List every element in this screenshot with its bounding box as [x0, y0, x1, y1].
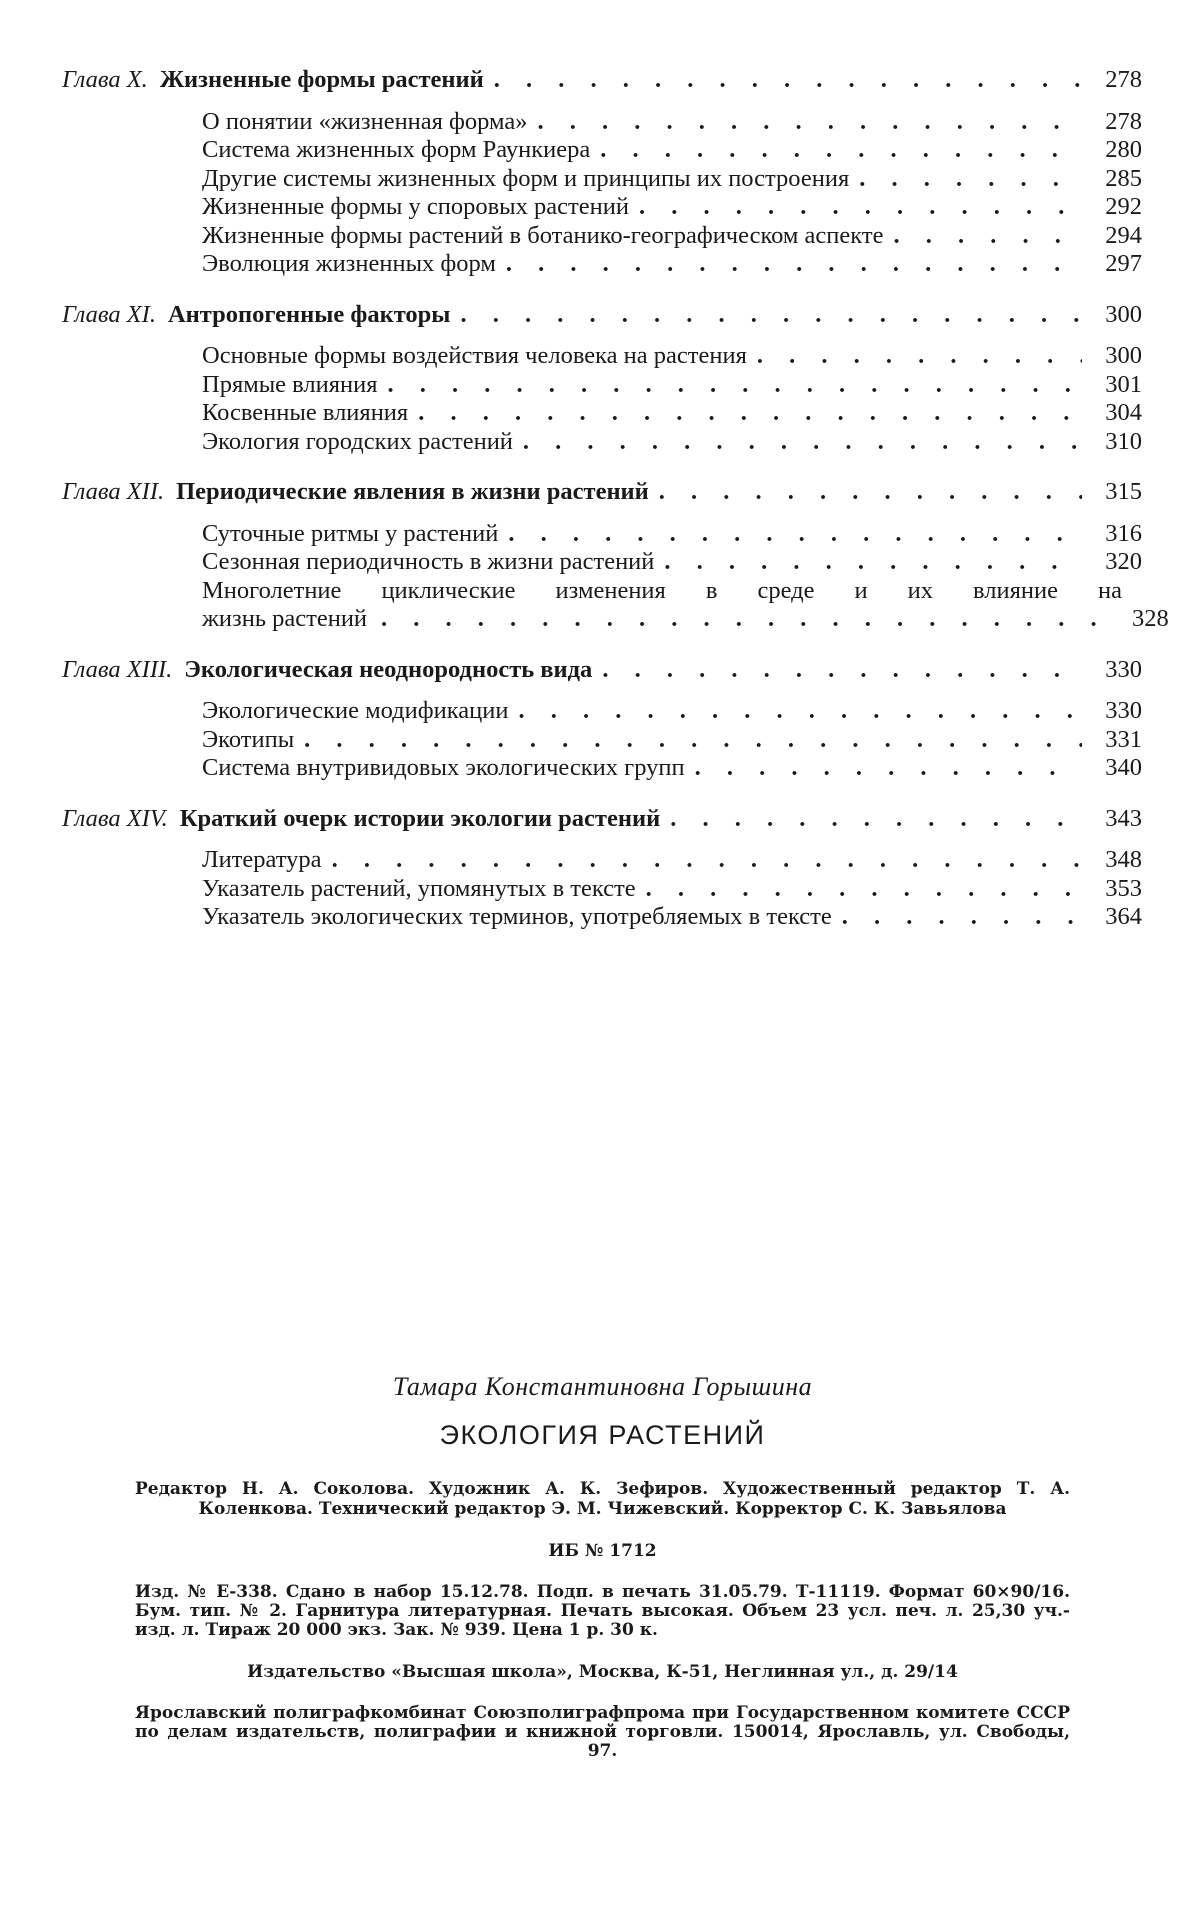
chapter-number: Глава X. — [62, 66, 148, 93]
section-title: Косвенные влияния — [202, 399, 409, 426]
section-title: Экотипы — [202, 725, 295, 753]
section-title: Жизненные формы у споровых растений — [202, 193, 629, 220]
page-number: 301 — [1105, 370, 1142, 398]
page-number: 364 — [1105, 903, 1142, 930]
chapter-heading-row — [62, 301, 1142, 330]
page-number: 340 — [1105, 754, 1142, 781]
printer-info: Ярославский полиграфкомбинат Союзполиграфпрома при Государственном комитете СССР по делам издательств, полиграфии и книжной торговли. 150014, Ярославль, ул. Свободы, 97. — [135, 1703, 1070, 1761]
ib-number: ИБ № 1712 — [548, 1541, 657, 1561]
page-number: 292 — [1105, 193, 1142, 220]
table-of-contents — [62, 66, 1169, 954]
dot-leader — [893, 222, 1082, 251]
section-title: Система внутривидовых экологических групп — [202, 754, 685, 781]
chapter-title: Краткий очерк истории экологии растений — [179, 804, 661, 832]
section-title-line-wrap — [202, 605, 1122, 634]
chapter-heading-row — [62, 805, 1142, 834]
toc-section-row — [62, 754, 1142, 783]
page-number: 297 — [1105, 250, 1142, 277]
dot-leader — [646, 875, 1082, 904]
section-title: Прямые влияния — [202, 370, 378, 398]
toc-section-row — [62, 903, 1142, 932]
toc-section-row — [62, 875, 1142, 904]
dot-leader — [508, 520, 1082, 549]
page-number: 315 — [1105, 478, 1142, 505]
toc-chapter — [62, 656, 1142, 783]
toc-section-row — [62, 193, 1142, 222]
dot-leader — [639, 193, 1082, 222]
chapter-number: Глава XIII. — [62, 655, 173, 683]
dot-leader — [842, 903, 1082, 932]
chapter-number: Глава XIV. — [62, 804, 168, 832]
section-title-line: Многолетние циклические изменения в среде и их влияние на — [202, 576, 1122, 604]
dot-leader — [659, 478, 1082, 507]
page-number: 300 — [1105, 342, 1142, 369]
section-title: Основные формы воздействия человека на растения — [202, 342, 747, 369]
toc-chapter — [62, 301, 1142, 457]
page-number: 316 — [1105, 519, 1142, 547]
page-number: 300 — [1105, 300, 1142, 328]
book-title: ЭКОЛОГИЯ РАСТЕНИЙ — [439, 1420, 766, 1450]
toc-section-row — [62, 222, 1142, 251]
page-number: 285 — [1105, 164, 1142, 192]
toc-section-row — [62, 136, 1142, 165]
toc-section-row — [62, 250, 1142, 279]
publication-data: Изд. № Е-338. Сдано в набор 15.12.78. Подп. в печать 31.05.79. Т-11119. Формат 60×90/16. Бум. тип. № 2. Гарнитура литературная. Печать высокая. Объем 23 усл. печ. л. 25,30 уч.-изд. л. Тираж 20 000 экз. Зак. № 939. Цена 1 р. 30 к. — [135, 1582, 1070, 1640]
toc-section-row — [62, 726, 1142, 755]
author-name: Тамара Константиновна Горышина — [392, 1372, 813, 1401]
toc-section-row — [62, 846, 1142, 875]
page-number: 343 — [1105, 804, 1142, 832]
page-number: 294 — [1105, 221, 1142, 249]
section-title: Указатель экологических терминов, употребляемых в тексте — [202, 903, 832, 930]
dot-leader — [494, 66, 1082, 95]
toc-section-row — [62, 520, 1142, 549]
dot-leader — [600, 136, 1082, 165]
dot-leader — [518, 697, 1082, 726]
page-number: 330 — [1105, 655, 1142, 683]
section-title: Литература — [202, 846, 322, 873]
chapter-heading-row — [62, 66, 1142, 95]
chapter-heading-row — [62, 478, 1142, 507]
toc-chapter — [62, 805, 1142, 932]
dot-leader — [418, 399, 1082, 428]
dot-leader — [757, 342, 1082, 371]
dot-leader — [460, 301, 1082, 330]
chapter-title: Антропогенные факторы — [167, 300, 451, 328]
page-number: 280 — [1105, 136, 1142, 163]
dot-leader — [332, 846, 1082, 875]
toc-section-row-multiline — [62, 576, 1169, 634]
dot-leader — [670, 805, 1082, 834]
page-number: 330 — [1105, 697, 1142, 724]
dot-leader — [388, 371, 1082, 400]
section-title: Экология городских растений — [202, 427, 513, 455]
toc-chapter — [62, 66, 1142, 279]
page-number: 353 — [1105, 874, 1142, 902]
editors-credits: Редактор Н. А. Соколова. Художник А. К. Зефиров. Художественный редактор Т. А. Коленкова. Технический редактор Э. М. Чижевский. Корректор С. К. Завьялова — [135, 1479, 1070, 1519]
section-title: Сезонная периодичность в жизни растений — [202, 548, 655, 575]
dot-leader — [859, 165, 1082, 194]
toc-section-row — [62, 399, 1142, 428]
toc-chapter — [62, 478, 1169, 634]
page-number: 328 — [1132, 605, 1169, 632]
section-title: Система жизненных форм Раункиера — [202, 136, 591, 163]
dot-leader — [523, 428, 1082, 457]
dot-leader — [664, 548, 1082, 577]
section-title: Эволюция жизненных форм — [202, 250, 496, 277]
chapter-title: Периодические явления в жизни растений — [176, 478, 649, 505]
page-number: 331 — [1105, 725, 1142, 753]
page-number: 310 — [1105, 427, 1142, 455]
toc-section-row — [62, 428, 1142, 457]
section-title: Жизненные формы растений в ботанико-географическом аспекте — [202, 221, 884, 249]
page-number: 304 — [1105, 399, 1142, 426]
chapter-number: Глава XI. — [62, 300, 156, 328]
toc-section-row — [62, 548, 1142, 577]
imprint-block — [135, 1372, 1070, 1761]
chapter-heading-row — [62, 656, 1142, 685]
chapter-number: Глава XII. — [62, 478, 165, 505]
section-title: Экологические модификации — [202, 697, 509, 724]
section-title: Другие системы жизненных форм и принципы их построения — [202, 164, 850, 192]
dot-leader — [506, 250, 1082, 279]
dot-leader — [538, 108, 1082, 137]
section-title: Указатель растений, упомянутых в тексте — [202, 874, 636, 902]
page-number: 278 — [1105, 66, 1142, 93]
page-number: 320 — [1105, 548, 1142, 575]
section-title-line: жизнь растений — [202, 605, 368, 632]
publisher-address: Издательство «Высшая школа», Москва, К-51, Неглинная ул., д. 29/14 — [247, 1662, 958, 1682]
toc-section-row — [62, 342, 1142, 371]
chapter-title: Жизненные формы растений — [159, 66, 484, 93]
page-number: 348 — [1105, 846, 1142, 873]
toc-section-row — [62, 165, 1142, 194]
toc-section-row — [62, 108, 1142, 137]
toc-section-row — [62, 697, 1142, 726]
section-title-block — [202, 577, 1122, 634]
dot-leader — [602, 656, 1082, 685]
page-number: 278 — [1105, 107, 1142, 135]
section-title: О понятии «жизненная форма» — [202, 107, 528, 135]
dot-leader — [304, 726, 1082, 755]
chapter-title: Экологическая неоднородность вида — [184, 655, 593, 683]
section-title: Суточные ритмы у растений — [202, 519, 499, 547]
toc-section-row — [62, 371, 1142, 400]
dot-leader — [381, 605, 1122, 634]
dot-leader — [695, 754, 1082, 783]
